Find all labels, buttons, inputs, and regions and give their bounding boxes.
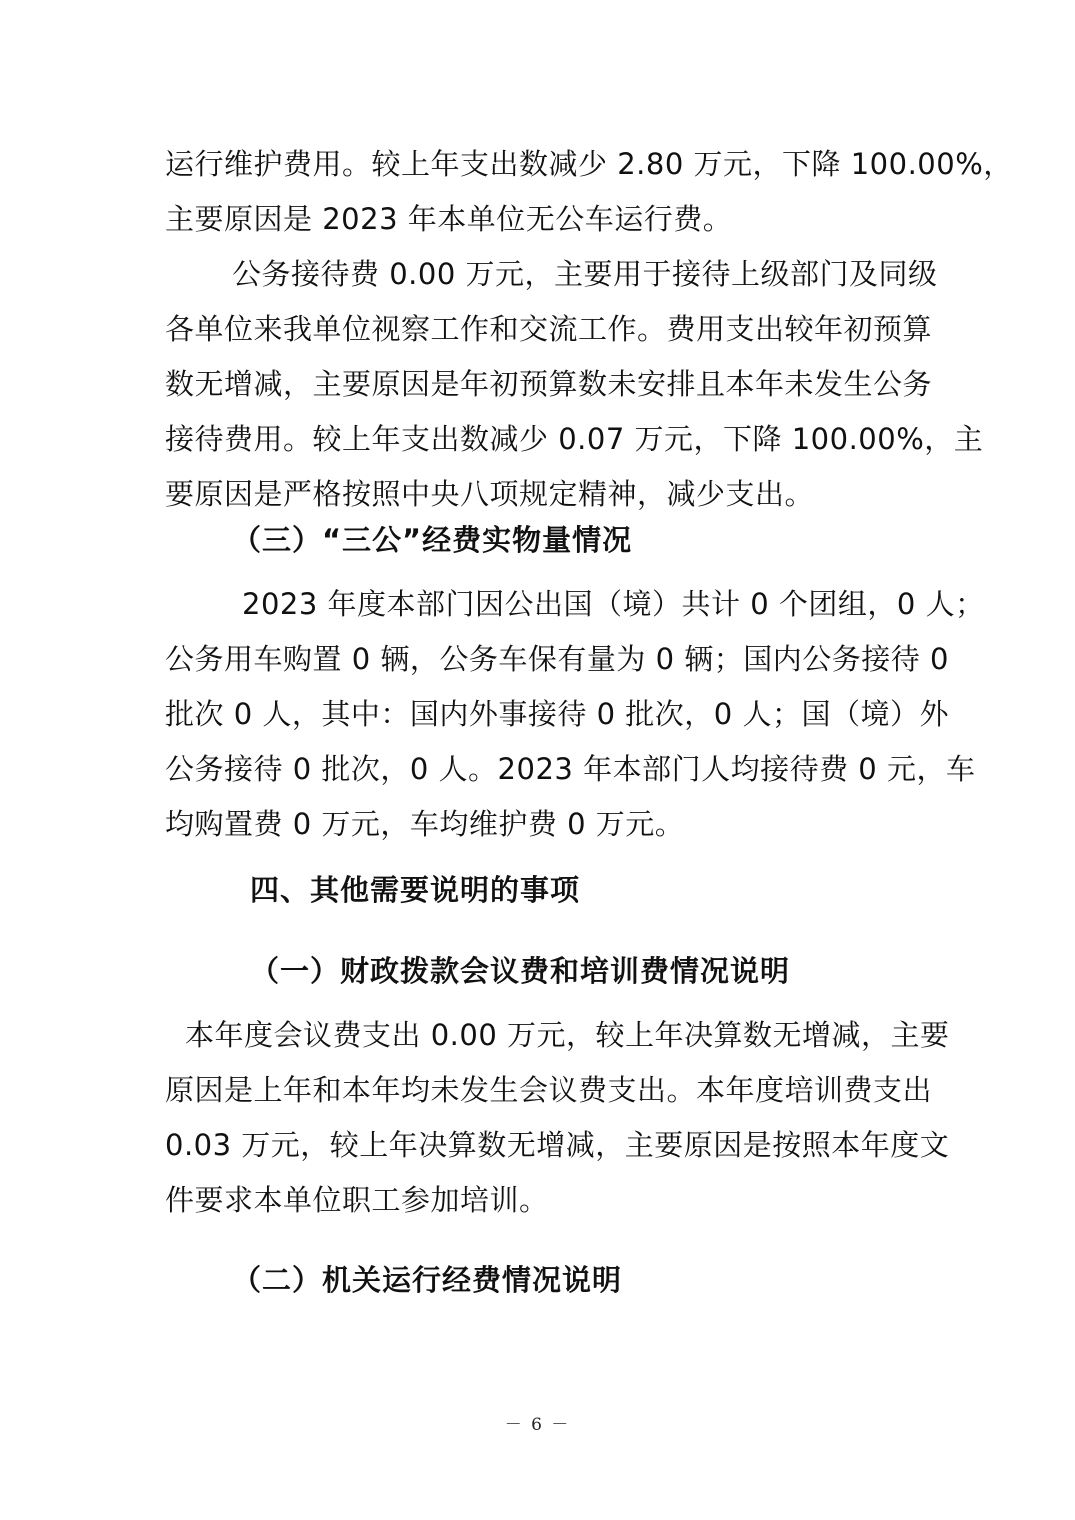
section-heading-operating-funds: （二）机关运行经费情况说明 bbox=[232, 1263, 623, 1297]
section-heading-meeting-training: （一）财政拨款会议费和培训费情况说明 bbox=[250, 954, 791, 988]
section-heading-san-gong: （三）“三公”经费实物量情况 bbox=[232, 523, 633, 557]
paragraph-line: 本年度会议费支出 0.00 万元，较上年决算数无增减，主要 bbox=[185, 1018, 950, 1052]
paragraph-line: 批次 0 人，其中：国内外事接待 0 批次，0 人；国（境）外 bbox=[165, 697, 949, 731]
paragraph-line: 原因是上年和本年均未发生会议费支出。本年度培训费支出 bbox=[165, 1073, 933, 1107]
section-heading-other-matters: 四、其他需要说明的事项 bbox=[250, 873, 581, 907]
paragraph-line: 各单位来我单位视察工作和交流工作。费用支出较年初预算 bbox=[165, 312, 933, 346]
paragraph-line: 主要原因是 2023 年本单位无公车运行费。 bbox=[165, 202, 733, 236]
paragraph-line: 均购置费 0 万元，车均维护费 0 万元。 bbox=[165, 807, 685, 841]
paragraph-line: 件要求本单位职工参加培训。 bbox=[165, 1183, 549, 1217]
paragraph-line: 公务接待费 0.00 万元，主要用于接待上级部门及同级 bbox=[232, 257, 938, 291]
paragraph-line: 运行维护费用。较上年支出数减少 2.80 万元，下降 100.00%， bbox=[165, 147, 1013, 181]
paragraph-line: 0.03 万元，较上年决算数无增减，主要原因是按照本年度文 bbox=[165, 1128, 950, 1162]
paragraph-line: 公务用车购置 0 辆，公务车保有量为 0 辆；国内公务接待 0 bbox=[165, 642, 949, 676]
paragraph-line: 要原因是严格按照中央八项规定精神，减少支出。 bbox=[165, 477, 815, 511]
paragraph-line: 公务接待 0 批次，0 人。2023 年本部门人均接待费 0 元，车 bbox=[165, 752, 976, 786]
paragraph-line: 数无增减，主要原因是年初预算数未安排且本年未发生公务 bbox=[165, 367, 933, 401]
paragraph-line: 2023 年度本部门因公出国（境）共计 0 个团组，0 人； bbox=[242, 587, 985, 621]
page-number: － 6 － bbox=[504, 1415, 571, 1435]
paragraph-line: 接待费用。较上年支出数减少 0.07 万元，下降 100.00%，主 bbox=[165, 422, 984, 456]
